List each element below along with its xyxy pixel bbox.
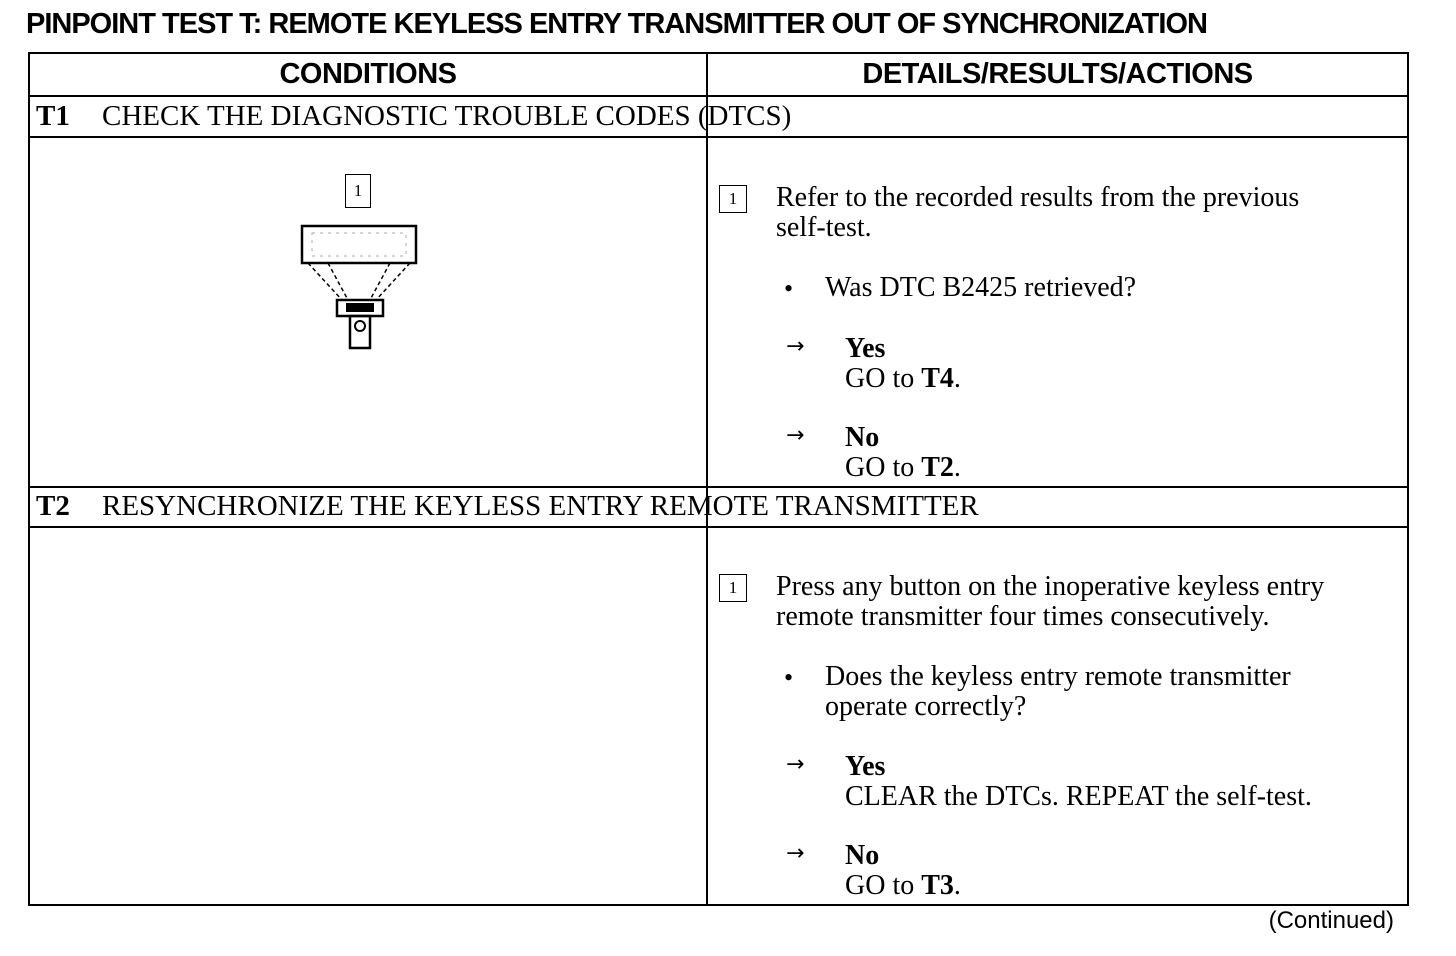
action-target: T3 xyxy=(921,870,954,901)
answer-label: No xyxy=(845,840,880,871)
instruction-line: self-test. xyxy=(776,212,872,243)
page-title: PINPOINT TEST T: REMOTE KEYLESS ENTRY TRANSMITTER OUT OF SYNCHRONIZATION xyxy=(26,8,1207,40)
header-rule xyxy=(30,95,1407,97)
bullet-icon: • xyxy=(784,663,794,692)
action-suffix: . xyxy=(953,452,961,483)
t2-instruction xyxy=(776,572,1324,632)
action-text: GO to xyxy=(845,363,922,394)
t1-answer-yes xyxy=(845,334,961,394)
step-id: T1 xyxy=(36,100,70,132)
t2-title-rule xyxy=(30,526,1407,528)
step-t1-title xyxy=(36,100,791,133)
illustration-callout-box: 1 xyxy=(345,174,371,208)
t2-step-number-box: 1 xyxy=(719,574,747,602)
bullet-icon: • xyxy=(784,274,794,303)
conditions-column-header: CONDITIONS xyxy=(279,58,457,90)
answer-action xyxy=(845,453,961,483)
t1-step-number-box: 1 xyxy=(719,185,747,213)
step-t2-title xyxy=(36,490,979,523)
t1-question: Was DTC B2425 retrieved? xyxy=(825,272,1137,303)
details-column-header: DETAILS/RESULTS/ACTIONS xyxy=(862,58,1253,90)
action-target: T4 xyxy=(921,363,954,394)
question-line: Does the keyless entry remote transmitter xyxy=(825,661,1291,692)
action-suffix: . xyxy=(953,363,961,394)
t2-question xyxy=(825,662,1291,722)
answer-label: Yes xyxy=(845,751,886,782)
instruction-line: Press any button on the inoperative keyless entry xyxy=(776,571,1325,602)
step-title-text: CHECK THE DIAGNOSTIC TROUBLE CODES (DTCS) xyxy=(102,100,792,132)
instruction-line: Refer to the recorded results from the previous xyxy=(776,182,1300,213)
t1-instruction xyxy=(776,183,1299,243)
t2-answer-no xyxy=(845,841,961,901)
answer-label: No xyxy=(845,422,880,453)
continued-footer: (Continued) xyxy=(1268,907,1394,934)
action-text: GO to xyxy=(845,870,922,901)
step-id: T2 xyxy=(36,490,70,522)
action-suffix: . xyxy=(953,870,961,901)
scan-tool-illustration xyxy=(296,174,426,354)
column-divider xyxy=(706,54,708,904)
t1-title-rule xyxy=(30,136,1407,138)
step-title-text: RESYNCHRONIZE THE KEYLESS ENTRY REMOTE TRANSMITTER xyxy=(102,490,979,522)
answer-action xyxy=(845,871,961,901)
action-text: GO to xyxy=(845,452,922,483)
arrow-right-icon: → xyxy=(786,841,805,866)
arrow-right-icon: → xyxy=(786,752,805,777)
t2-answer-yes xyxy=(845,752,1312,812)
answer-action xyxy=(845,782,1312,812)
arrow-right-icon: → xyxy=(786,423,805,448)
pinpoint-test-table xyxy=(28,52,1409,906)
question-line: operate correctly? xyxy=(825,691,1027,722)
scan-tool-icon xyxy=(296,218,426,368)
action-target: T2 xyxy=(921,452,954,483)
t1-answer-no xyxy=(845,423,961,483)
action-text: CLEAR the DTCs. REPEAT the self-test. xyxy=(845,781,1312,812)
instruction-line: remote transmitter four times consecutively. xyxy=(776,601,1270,632)
arrow-right-icon: → xyxy=(786,334,805,359)
answer-label: Yes xyxy=(845,333,886,364)
answer-action xyxy=(845,364,961,394)
t2-title-top-rule xyxy=(30,486,1407,488)
